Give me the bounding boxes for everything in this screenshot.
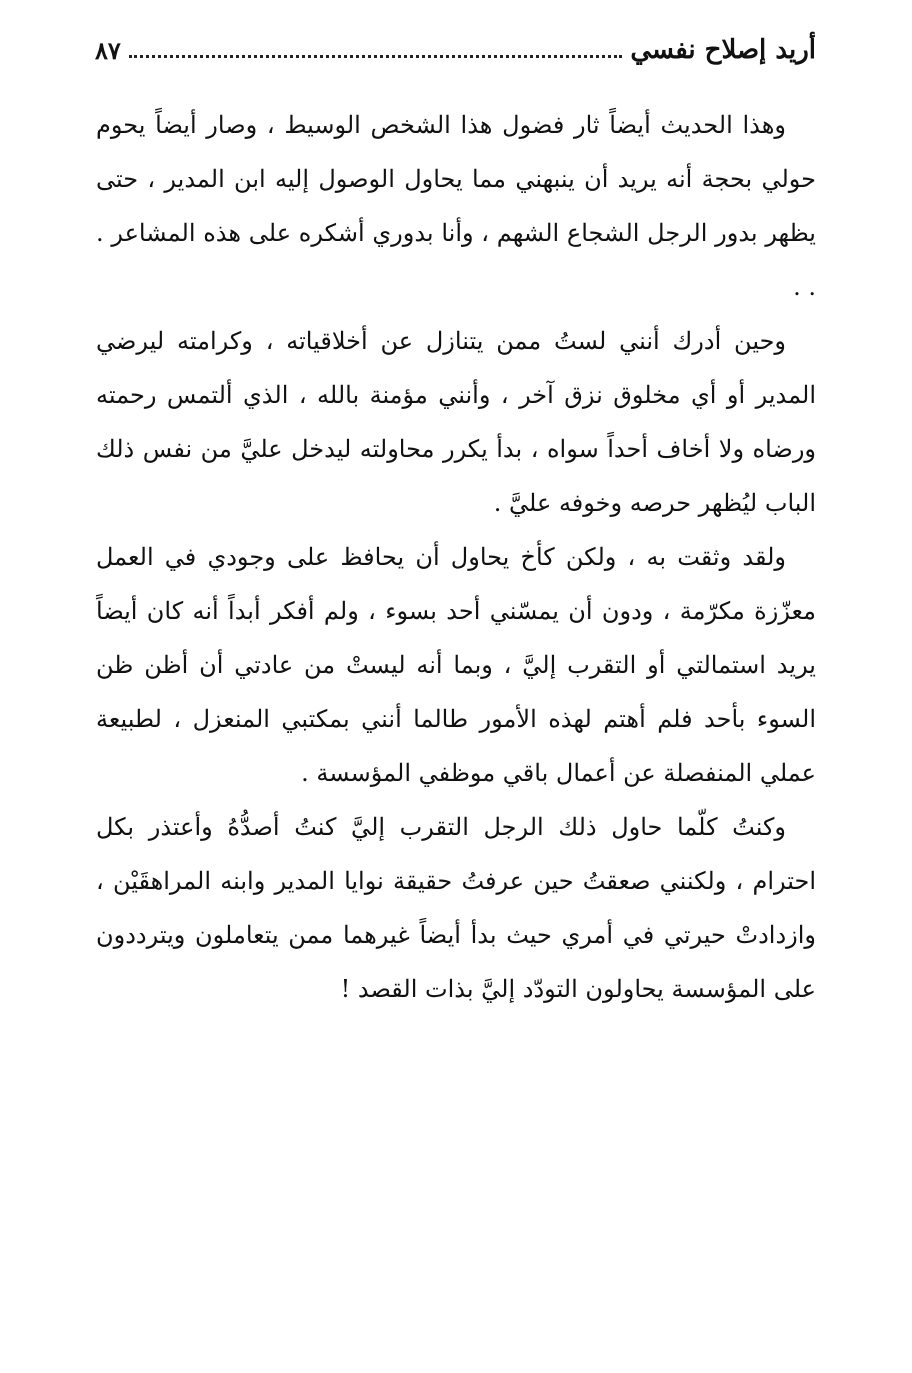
running-title: أريد إصلاح نفسي [630, 35, 816, 65]
paragraph: وحين أدرك أنني لستُ ممن يتنازل عن أخلاقياته ، وكرامته ليرضي المدير أو أي مخلوق نزق آخر ، وأنني مؤمنة بالله ، الذي ألتمس رحمته ورضاه ولا أخاف أحداً سواه ، بدأ يكرر محاولته ليدخل عليَّ من نفس ذلك الباب ليُظهر حرصه وخوفه عليَّ . [96, 327, 816, 517]
running-header [95, 30, 816, 70]
body-text [96, 98, 816, 1016]
paragraph: وكنتُ كلّما حاول ذلك الرجل التقرب إليَّ كنتُ أصدُّهُ وأعتذر بكل احترام ، ولكنني صعقتُ حين عرفتُ حقيقة نوايا المدير وابنه المراهقَيْن ، وازدادتْ حيرتي في أمري حيث بدأ أيضاً غيرهما ممن يتعاملون ويترددون على المؤسسة يحاولون التودّد إليَّ بذات القصد ! [96, 813, 816, 1003]
paragraph: وهذا الحديث أيضاً ثار فضول هذا الشخص الوسيط ، وصار أيضاً يحوم حولي بحجة أنه يريد أن ينبهني مما يحاول الوصول إليه ابن المدير ، حتى يظهر بدور الرجل الشجاع الشهم ، وأنا بدوري أشكره على هذه المشاعر . . . [96, 111, 816, 301]
dotted-leader [129, 55, 623, 58]
page-number: ٨٧ [95, 35, 121, 65]
paragraph: ولقد وثقت به ، ولكن كأخ يحاول أن يحافظ على وجودي في العمل معزّزة مكرّمة ، ودون أن يمسّني أحد بسوء ، ولم أفكر أبداً أنه كان أيضاً يريد استمالتي أو التقرب إليَّ ، وبما أنه ليستْ من عادتي أن أظن ظن السوء بأحد فلم أهتم لهذه الأمور طالما أنني بمكتبي المنعزل ، لطبيعة عملي المنفصلة عن أعمال باقي موظفي المؤسسة . [96, 543, 816, 787]
